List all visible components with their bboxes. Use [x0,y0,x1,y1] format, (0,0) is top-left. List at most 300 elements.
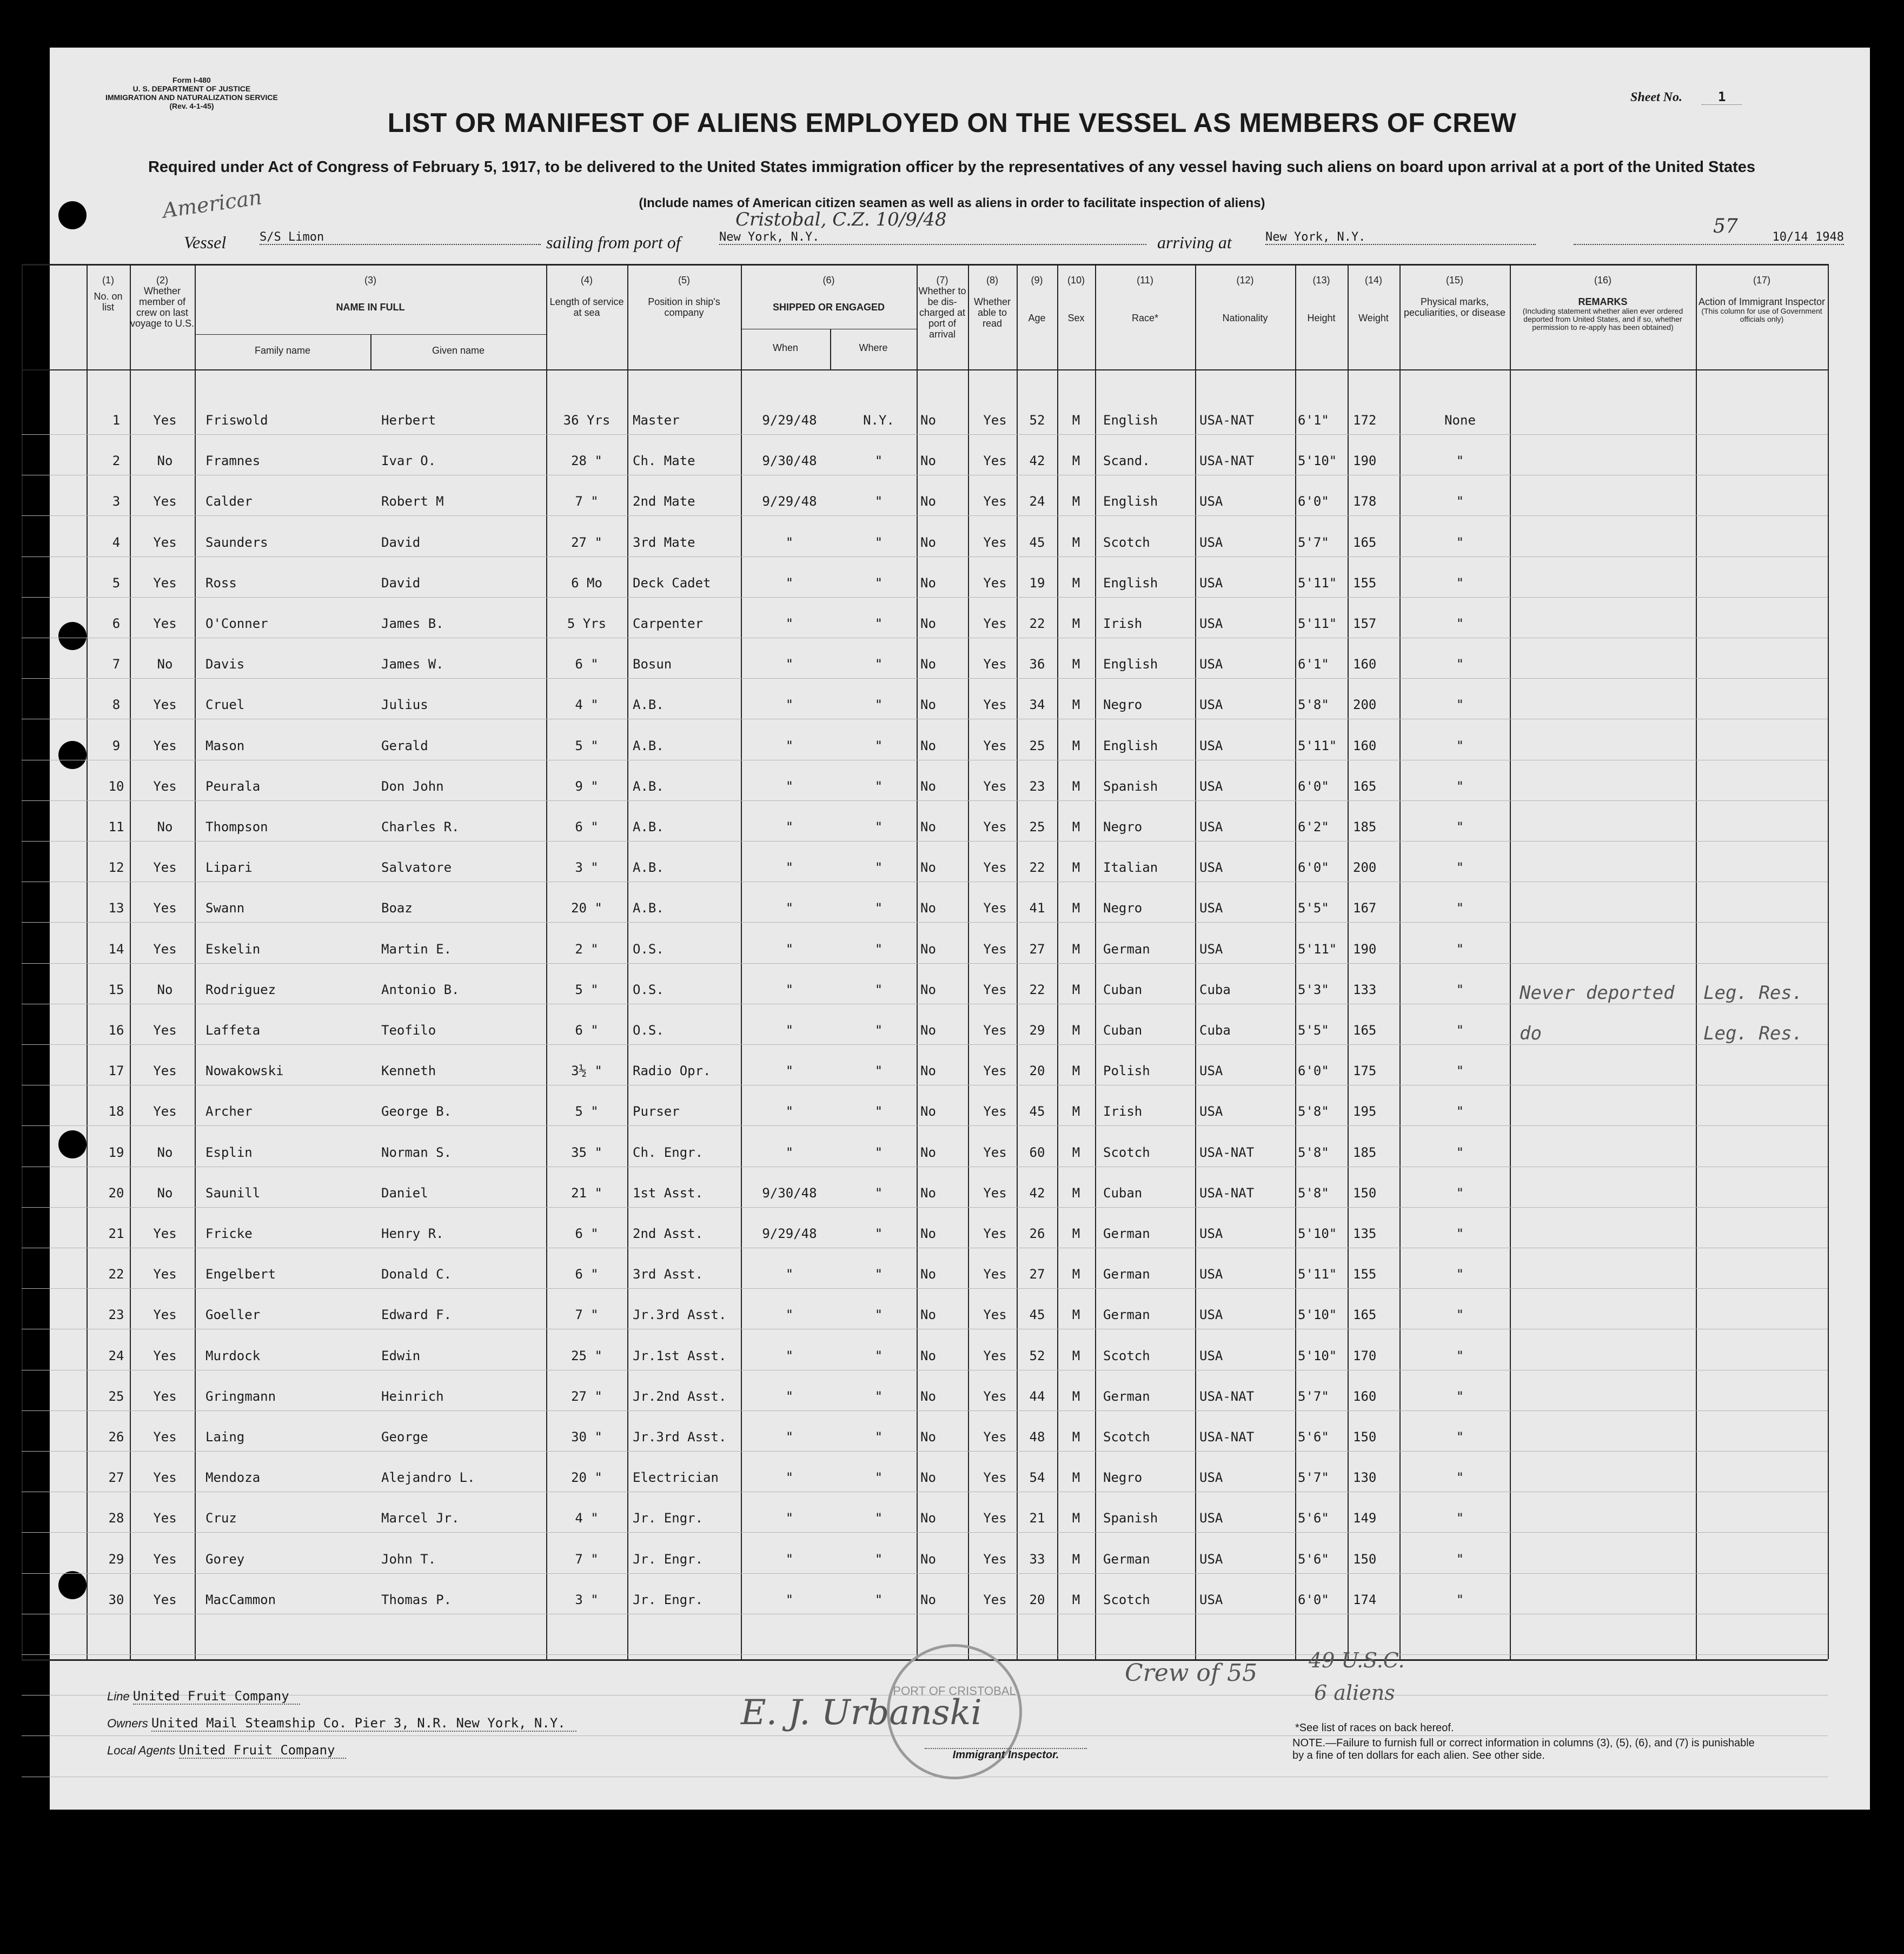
prior-voyage: Yes [153,413,177,428]
nationality: USA [1199,1470,1223,1486]
race: English [1103,657,1158,672]
length-of-service: 35 " [571,1144,602,1160]
family-name: Gringmann [205,1388,276,1404]
sex: M [1072,1551,1080,1567]
family-name: Mason [205,738,245,753]
nationality: USA [1199,900,1223,916]
family-name: Laffeta [205,1023,261,1038]
height: 6'0" [1298,494,1329,509]
race: Scotch [1103,1429,1150,1445]
col-8-header: (8) Whether able to read [973,275,1011,329]
given-name: Edwin [381,1348,421,1363]
given-name: Kenneth [381,1063,436,1079]
physical-marks: " [1456,1185,1464,1201]
sex: M [1072,413,1080,428]
prior-voyage: Yes [153,941,177,957]
prior-voyage: No [157,1144,173,1160]
shipped-when: " [785,738,794,753]
col-10-header: (10) Sex [1067,275,1085,323]
prior-voyage: Yes [153,494,177,509]
sex: M [1072,1307,1080,1323]
length-of-service: 5 " [575,1104,599,1120]
physical-marks: " [1456,738,1464,753]
able-to-read: Yes [983,941,1007,957]
position: Jr.2nd Asst. [633,1388,727,1404]
age: 36 [1029,657,1045,672]
shipped-where: " [874,1551,883,1567]
position: 1st Asst. [633,1185,704,1201]
given-name: Alejandro L. [381,1470,475,1486]
height: 5'10" [1298,1307,1337,1323]
physical-marks: " [1456,1267,1464,1282]
nationality: USA [1199,616,1223,631]
department: U. S. DEPARTMENT OF JUSTICE [132,84,251,93]
family-name: Rodriguez [205,982,276,997]
col-12-header: (12) Nationality [1222,275,1268,323]
discharged: No [920,534,936,550]
discharged: No [920,1307,936,1323]
row-number: 6 [112,616,121,631]
given-name: Henry R. [381,1226,444,1241]
age: 20 [1029,1592,1045,1607]
family-name: MacCammon [205,1592,276,1607]
prior-voyage: Yes [153,1023,177,1038]
height: 5'10" [1298,1226,1337,1241]
length-of-service: 36 Yrs [563,413,611,428]
row-number: 28 [108,1511,124,1526]
agents-value: United Fruit Company [179,1743,346,1759]
row-number: 20 [108,1185,124,1201]
shipped-when: " [785,1470,794,1486]
discharged: No [920,982,936,997]
given-name: James B. [381,616,444,631]
family-name: Peurala [205,778,261,794]
physical-marks: " [1456,534,1464,550]
position: Electrician [633,1470,719,1486]
row-number: 8 [112,697,121,713]
physical-marks: " [1456,819,1464,834]
physical-marks: " [1456,860,1464,876]
shipped-when: " [785,1144,794,1160]
prior-voyage: No [157,982,173,997]
shipped-when: 9/29/48 [762,1226,817,1241]
shipped-when: " [785,900,794,916]
prior-voyage: Yes [153,738,177,753]
family-name: Thompson [205,819,268,834]
position: 2nd Mate [633,494,695,509]
shipped-where: " [874,534,883,550]
height: 6'1" [1298,413,1329,428]
row-number: 22 [108,1267,124,1282]
given-name: Julius [381,697,428,713]
physical-marks: " [1456,778,1464,794]
col-5-header: (5) Position in ship's company [648,275,720,318]
physical-marks: " [1456,982,1464,997]
nationality: USA [1199,575,1223,591]
race: Scotch [1103,534,1150,550]
able-to-read: Yes [983,453,1007,469]
physical-marks: " [1456,1307,1464,1323]
prior-voyage: Yes [153,1267,177,1282]
age: 23 [1029,778,1045,794]
shipped-where: " [874,1144,883,1160]
age: 45 [1029,1104,1045,1120]
able-to-read: Yes [983,819,1007,834]
height: 5'5" [1298,900,1329,916]
weight: 135 [1353,1226,1377,1241]
position: Deck Cadet [633,575,711,591]
physical-marks: " [1456,575,1464,591]
shipped-when: 9/30/48 [762,1185,817,1201]
row-number: 26 [108,1429,124,1445]
prior-voyage: Yes [153,1104,177,1120]
weight: 178 [1353,494,1377,509]
arrival-date: 10/14 1948 [1574,230,1844,245]
prior-voyage: Yes [153,1592,177,1607]
length-of-service: 20 " [571,900,602,916]
shipped-when: " [785,1388,794,1404]
weight: 160 [1353,738,1377,753]
weight: 150 [1353,1551,1377,1567]
able-to-read: Yes [983,1023,1007,1038]
crew-count-usc: 49 U.S.C. [1309,1648,1405,1672]
height: 5'3" [1298,982,1329,997]
physical-marks: " [1456,657,1464,672]
shipped-where: " [874,616,883,631]
footer-owners: Owners United Mail Steamship Co. Pier 3, N.R. New York, N.Y. [107,1715,576,1731]
race: Spanish [1103,1511,1158,1526]
shipped-when: " [785,1063,794,1079]
sex: M [1072,616,1080,631]
able-to-read: Yes [983,1267,1007,1282]
col-11-header: (11) Race* [1131,275,1159,323]
discharged: No [920,453,936,469]
row-number: 5 [112,575,121,591]
given-name: Donald C. [381,1267,452,1282]
position: A.B. [633,900,664,916]
remarks: Never deported [1520,982,1675,1004]
arriving-value: New York, N.Y. [1265,230,1536,245]
discharged: No [920,941,936,957]
able-to-read: Yes [983,534,1007,550]
nationality: USA [1199,941,1223,957]
discharged: No [920,575,936,591]
col-6-header: (6) SHIPPED OR ENGAGED [772,275,885,313]
race: Negro [1103,819,1143,834]
discharged: No [920,1388,936,1404]
weight: 167 [1353,900,1377,916]
given-name: Norman S. [381,1144,452,1160]
arriving-label: arriving at [1157,233,1232,252]
row-number: 25 [108,1388,124,1404]
age: 27 [1029,1267,1045,1282]
sex: M [1072,1511,1080,1526]
shipped-where: " [874,575,883,591]
shipped-where: " [874,1063,883,1079]
sex: M [1072,1429,1080,1445]
given-name: Daniel [381,1185,428,1201]
able-to-read: Yes [983,616,1007,631]
race: German [1103,941,1150,957]
length-of-service: 7 " [575,1551,599,1567]
shipped-when: " [785,1592,794,1607]
race: Negro [1103,697,1143,713]
row-number: 3 [112,494,121,509]
prior-voyage: No [157,453,173,469]
length-of-service: 6 " [575,1226,599,1241]
given-name: James W. [381,657,444,672]
age: 44 [1029,1388,1045,1404]
given-name: David [381,575,421,591]
race: German [1103,1388,1150,1404]
row-number: 30 [108,1592,124,1607]
sex: M [1072,534,1080,550]
length-of-service: 2 " [575,941,599,957]
shipped-when: " [785,1267,794,1282]
discharged: No [920,819,936,834]
height: 5'7" [1298,534,1329,550]
service: IMMIGRATION AND NATURALIZATION SERVICE [105,93,278,102]
shipped-where: " [874,697,883,713]
able-to-read: Yes [983,1511,1007,1526]
sex: M [1072,819,1080,834]
physical-marks: " [1456,900,1464,916]
vessel-value: S/S Limon [260,230,541,245]
age: 54 [1029,1470,1045,1486]
sex: M [1072,982,1080,997]
age: 48 [1029,1429,1045,1445]
given-name: George B. [381,1104,452,1120]
family-name: O'Conner [205,616,268,631]
height: 5'8" [1298,1185,1329,1201]
family-name: Lipari [205,860,253,876]
height: 5'7" [1298,1388,1329,1404]
prior-voyage: Yes [153,1307,177,1323]
length-of-service: 20 " [571,1470,602,1486]
race: Spanish [1103,778,1158,794]
discharged: No [920,1023,936,1038]
nationality: Cuba [1199,982,1231,997]
race: German [1103,1226,1150,1241]
shipped-when: " [785,616,794,631]
race: Cuban [1103,982,1143,997]
family-name: Cruz [205,1511,237,1526]
family-name: Archer [205,1104,253,1120]
race: German [1103,1307,1150,1323]
able-to-read: Yes [983,1429,1007,1445]
position: A.B. [633,819,664,834]
family-name-header: Family name [254,345,311,356]
sex: M [1072,1144,1080,1160]
position: Carpenter [633,616,704,631]
prior-voyage: No [157,819,173,834]
footer-line: Line United Fruit Company [107,1688,300,1704]
shipped-when: " [785,941,794,957]
age: 25 [1029,738,1045,753]
length-of-service: 4 " [575,1511,599,1526]
able-to-read: Yes [983,1185,1007,1201]
col-4-header: (4) Length of service at sea [549,275,624,318]
position: A.B. [633,778,664,794]
family-name: Nowakowski [205,1063,284,1079]
given-name: Thomas P. [381,1592,452,1607]
prior-voyage: Yes [153,1226,177,1241]
sex: M [1072,738,1080,753]
height: 5'6" [1298,1429,1329,1445]
position: Master [633,413,680,428]
shipped-where: " [874,860,883,876]
length-of-service: 5 " [575,738,599,753]
physical-marks: " [1456,1429,1464,1445]
able-to-read: Yes [983,1470,1007,1486]
sex: M [1072,575,1080,591]
position: 3rd Asst. [633,1267,704,1282]
shipped-where: " [874,1307,883,1323]
given-name: Charles R. [381,819,460,834]
age: 19 [1029,575,1045,591]
given-name: Robert M [381,494,444,509]
row-number: 15 [108,982,124,997]
col-14-header: (14) Weight [1358,275,1389,323]
age: 25 [1029,819,1045,834]
given-name: Teofilo [381,1023,436,1038]
age: 20 [1029,1063,1045,1079]
form-identifier [105,76,278,110]
weight: 165 [1353,534,1377,550]
nationality: USA [1199,1511,1223,1526]
discharged: No [920,1429,936,1445]
shipped-when: " [785,860,794,876]
nationality: USA [1199,819,1223,834]
race: English [1103,738,1158,753]
col-3-header: (3) NAME IN FULL [336,275,405,313]
discharged: No [920,1470,936,1486]
shipped-where: " [874,738,883,753]
physical-marks: " [1456,1063,1464,1079]
nationality: USA-NAT [1199,1144,1255,1160]
race: Italian [1103,860,1158,876]
nationality: USA [1199,1104,1223,1120]
race: English [1103,413,1158,428]
nationality: USA-NAT [1199,1429,1255,1445]
nationality: Cuba [1199,1023,1231,1038]
position: A.B. [633,738,664,753]
row-number: 17 [108,1063,124,1079]
height: 5'11" [1298,941,1337,957]
given-name: Martin E. [381,941,452,957]
sex: M [1072,494,1080,509]
shipped-when: 9/30/48 [762,453,817,469]
race: Negro [1103,900,1143,916]
row-number: 24 [108,1348,124,1363]
physical-marks: " [1456,1144,1464,1160]
discharged: No [920,413,936,428]
shipped-when: " [785,534,794,550]
physical-marks: " [1456,1104,1464,1120]
length-of-service: 6 " [575,657,599,672]
when-header: When [772,342,799,353]
shipped-where: " [874,1267,883,1282]
sex: M [1072,1470,1080,1486]
position: A.B. [633,697,664,713]
weight: 149 [1353,1511,1377,1526]
row-number: 4 [112,534,121,550]
col-9-header: (9) Age [1028,275,1046,323]
family-name: Engelbert [205,1267,276,1282]
weight: 174 [1353,1592,1377,1607]
race: Irish [1103,616,1143,631]
shipped-where: " [874,1470,883,1486]
able-to-read: Yes [983,1388,1007,1404]
shipped-where: " [874,941,883,957]
length-of-service: 6 " [575,1267,599,1282]
discharged: No [920,1185,936,1201]
race: Scotch [1103,1144,1150,1160]
col-2-header: (2) Whether member of crew on last voyage to U.S. [130,275,195,329]
height: 6'0" [1298,860,1329,876]
shipped-where: " [874,1226,883,1241]
physical-marks: " [1456,1551,1464,1567]
col-1-header: (1) No. on list [94,275,123,313]
family-name: Laing [205,1429,245,1445]
vessel-label: Vessel [184,233,227,252]
nationality: USA-NAT [1199,1185,1255,1201]
weight: 185 [1353,1144,1377,1160]
row-number: 13 [108,900,124,916]
where-header: Where [859,342,888,353]
discharged: No [920,1348,936,1363]
sex: M [1072,657,1080,672]
page-title: LIST OR MANIFEST OF ALIENS EMPLOYED ON THE VESSEL AS MEMBERS OF CREW [387,108,1517,138]
length-of-service: 25 " [571,1348,602,1363]
family-name: Cruel [205,697,245,713]
row-number: 19 [108,1144,124,1160]
nationality: USA [1199,1063,1223,1079]
able-to-read: Yes [983,413,1007,428]
shipped-where: " [874,819,883,834]
given-name: Salvatore [381,860,452,876]
weight: 172 [1353,413,1377,428]
shipped-where: N.Y. [863,413,894,428]
able-to-read: Yes [983,1348,1007,1363]
sex: M [1072,1063,1080,1079]
nationality: USA [1199,1348,1223,1363]
weight: 150 [1353,1185,1377,1201]
age: 22 [1029,860,1045,876]
prior-voyage: Yes [153,778,177,794]
given-name: George [381,1429,428,1445]
discharged: No [920,616,936,631]
given-name: Edward F. [381,1307,452,1323]
position: O.S. [633,982,664,997]
port-stamp: PORT OF CRISTOBAL [887,1644,1022,1779]
sex: M [1072,697,1080,713]
age: 22 [1029,616,1045,631]
instruction-note: (Include names of American citizen seamen as well as aliens in order to facilitate inspection of aliens) [639,196,1265,210]
able-to-read: Yes [983,575,1007,591]
position: Ch. Engr. [633,1144,704,1160]
row-number: 23 [108,1307,124,1323]
height: 5'11" [1298,1267,1337,1282]
weight: 190 [1353,941,1377,957]
family-name: Esplin [205,1144,253,1160]
height: 5'6" [1298,1511,1329,1526]
races-note: *See list of races on back hereof. [1295,1722,1454,1734]
inspector-label: Immigrant Inspector. [925,1748,1087,1761]
nationality: USA [1199,657,1223,672]
position: Ch. Mate [633,453,695,469]
height: 5'8" [1298,1104,1329,1120]
